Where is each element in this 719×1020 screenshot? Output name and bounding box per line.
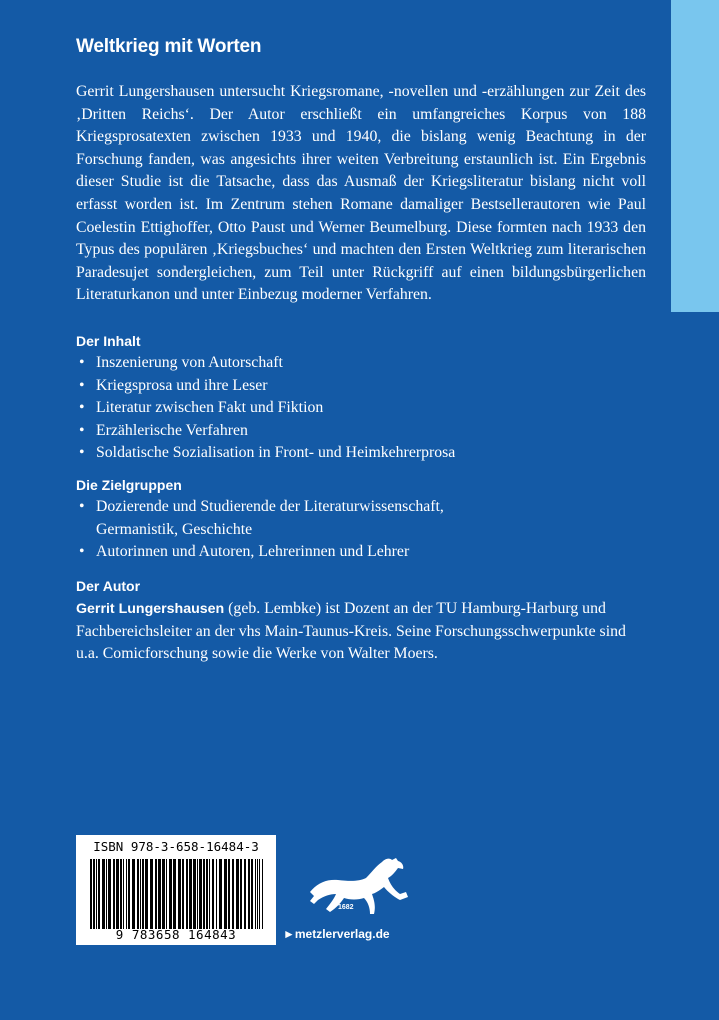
- publisher-website: ►metzlerverlag.de: [283, 927, 390, 941]
- list-item: • Inszenierung von Autorschaft: [79, 354, 283, 371]
- list-item: • Kriegsprosa und ihre Leser: [79, 376, 268, 394]
- author-bio: Gerrit Lungershausen (geb. Lembke) ist Dozent an der TU Hamburg-Harburg und Fachbereichsleiter an der vhs Main-Taunus-Kreis. Seine Forschungsschwerpunkte sind u.a. Comicforschung sowie die Werke von Walter Moers.: [76, 600, 626, 663]
- author-name: Gerrit Lungershausen: [76, 601, 225, 617]
- list-item: • Dozierende und Studierende der Literaturwissenschaft, Germanistik, Geschichte: [79, 498, 444, 538]
- intro-paragraph: Gerrit Lungershausen untersucht Kriegsromane, -novellen und -erzählungen zur Zeit des ‚Dritten Reichs‘. Der Autor erschließt ein umfangreiches Korpus von 188 Kriegsprosatexten zwischen 1933 und 1940, die bislang wenig Beachtung in der Forschung fanden, was angesichts ihrer weiten Verbreitung erstaunlich ist. Ein Ergebnis dieser Studie ist die Tatsache, dass das Ausmaß der Kriegsliteratur bislang nicht voll erfasst worden ist. Im Zentrum stehen Romane damaliger Bestsellerautoren wie Paul Coelestin Ettighoffer, Otto Paust und Werner Beumelburg. Diese formten nach 1933 den Typus des populären ‚Kriegsbuches‘ und machten den Ersten Weltkrieg zum literarischen Paradesujet sondergleichen, zum Teil unter Rückgriff auf einen bildungsbürgerlichen Literaturkanon und unter Einbezug moderner Verfahren.: [76, 83, 646, 304]
- barcode-bars: [90, 859, 266, 929]
- contents-heading: Der Inhalt: [76, 333, 141, 349]
- audience-heading: Die Zielgruppen: [76, 477, 182, 493]
- isbn-barcode: [76, 835, 276, 945]
- audience-list: [76, 496, 496, 564]
- list-item: • Erzählerische Verfahren: [79, 421, 248, 439]
- horse-icon: [300, 852, 420, 922]
- isbn-text: ISBN 978-3-658-16484-3: [93, 839, 259, 854]
- list-item: • Literatur zwischen Fakt und Fiktion: [79, 399, 324, 417]
- accent-strip: [671, 0, 719, 312]
- author-heading: Der Autor: [76, 578, 141, 594]
- list-item: • Soldatische Sozialisation in Front- und Heimkehrerprosa: [79, 444, 456, 462]
- founding-year: 1682: [338, 904, 354, 911]
- page-title: Weltkrieg mit Worten: [76, 36, 262, 57]
- barcode-digits: 9 783658 164843: [115, 927, 237, 942]
- list-item: • Autorinnen und Autoren, Lehrerinnen und Lehrer: [79, 543, 410, 561]
- contents-list: [76, 352, 646, 465]
